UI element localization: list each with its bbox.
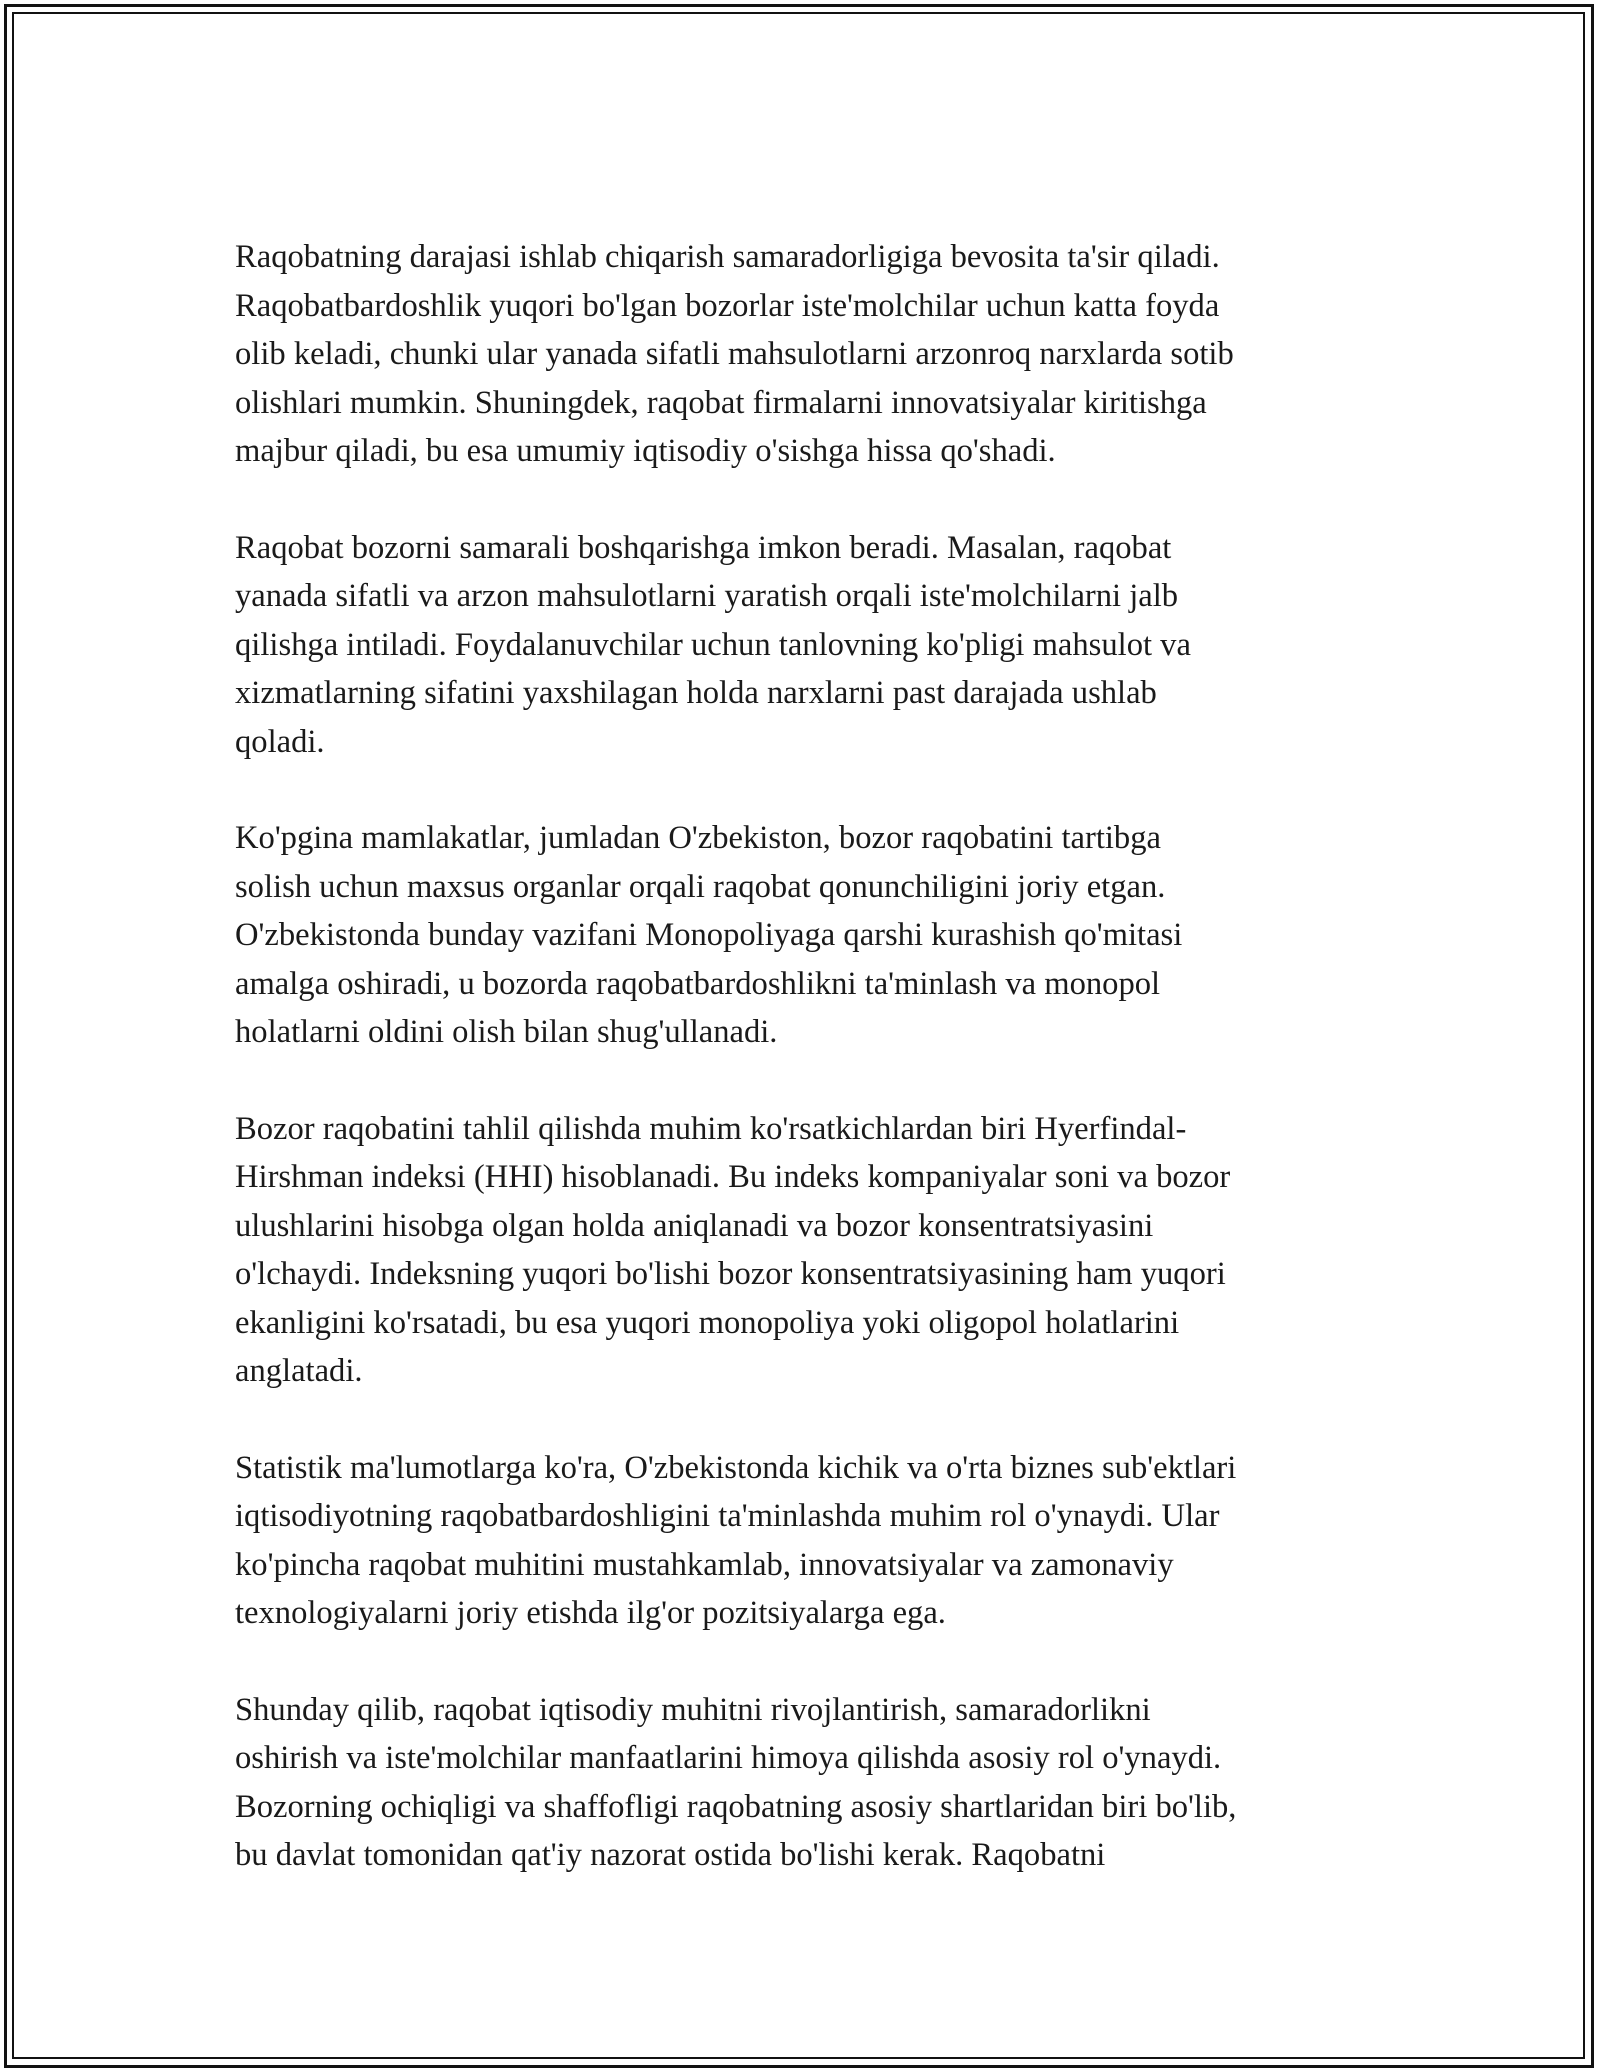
text-line: qoladi. xyxy=(235,723,325,760)
paragraph xyxy=(235,1444,1375,1638)
paragraph xyxy=(235,1686,1375,1880)
text-line: Raqobatning darajasi ishlab chiqarish samaradorligiga bevosita ta'sir qiladi. xyxy=(235,239,1220,275)
paragraph xyxy=(235,1105,1375,1396)
text-line: olib keladi, chunki ular yanada sifatli mahsulotlarni arzonroq narxlarda sotib xyxy=(235,336,1234,372)
text-line: Raqobatbardoshlik yuqori bo'lgan bozorlar iste'molchilar uchun katta foyda xyxy=(235,287,1220,324)
text-line: Bozor raqobatini tahlil qilishda muhim ko'rsatkichlardan biri Hyerfindal- xyxy=(235,1110,1187,1147)
text-line: qilishga intiladi. Foydalanuvchilar uchun tanlovning ko'pligi mahsulot va xyxy=(235,626,1191,663)
text-line: O'zbekistonda bunday vazifani Monopoliyaga qarshi kurashish qo'mitasi xyxy=(235,917,1183,953)
document-body xyxy=(235,233,1375,1928)
text-line: iqtisodiyotning raqobatbardoshligini ta'minlashda muhim rol o'ynaydi. Ular xyxy=(235,1498,1220,1534)
text-line: Bozorning ochiqligi va shaffofligi raqobatning asosiy shartlaridan biri bo'lib, xyxy=(235,1788,1237,1825)
text-line: xizmatlarning sifatini yaxshilagan holda narxlarni past darajada ushlab xyxy=(235,675,1157,711)
text-line: Hirshman indeksi (HHI) hisoblanadi. Bu indeks kompaniyalar soni va bozor xyxy=(235,1159,1231,1195)
text-line: holatlarni oldini olish bilan shug'ullanadi. xyxy=(235,1014,778,1050)
text-line: Statistik ma'lumotlarga ko'ra, O'zbekistonda kichik va o'rta biznes sub'ektlari xyxy=(235,1449,1237,1486)
text-line: Shunday qilib, raqobat iqtisodiy muhitni rivojlantirish, samaradorlikni xyxy=(235,1691,1151,1728)
text-line: oshirish va iste'molchilar manfaatlarini himoya qilishda asosiy rol o'ynaydi. xyxy=(235,1740,1222,1776)
text-line: majbur qiladi, bu esa umumiy iqtisodiy o'sishga hissa qo'shadi. xyxy=(235,433,1056,469)
text-line: anglatadi. xyxy=(235,1353,363,1389)
text-line: yanada sifatli va arzon mahsulotlarni yaratish orqali iste'molchilarni jalb xyxy=(235,578,1179,614)
text-line: solish uchun maxsus organlar orqali raqobat qonunchiligini joriy etgan. xyxy=(235,868,1166,905)
text-line: olishlari mumkin. Shuningdek, raqobat firmalarni innovatsiyalar kiritishga xyxy=(235,384,1207,421)
text-line: Ko'pgina mamlakatlar, jumladan O'zbekiston, bozor raqobatini tartibga xyxy=(235,820,1161,856)
paragraph xyxy=(235,524,1375,767)
paragraph xyxy=(235,233,1375,476)
text-line: Raqobat bozorni samarali boshqarishga imkon beradi. Masalan, raqobat xyxy=(235,529,1172,566)
text-line: texnologiyalarni joriy etishda ilg'or pozitsiyalarga ega. xyxy=(235,1595,946,1631)
text-line: ulushlarini hisobga olgan holda aniqlanadi va bozor konsentratsiyasini xyxy=(235,1207,1154,1244)
text-line: ekanligini ko'rsatadi, bu esa yuqori monopoliya yoki oligopol holatlarini xyxy=(235,1304,1180,1341)
text-line: bu davlat tomonidan qat'iy nazorat ostida bo'lishi kerak. Raqobatni xyxy=(235,1837,1106,1873)
paragraph xyxy=(235,814,1375,1057)
text-line: o'lchaydi. Indeksning yuqori bo'lishi bozor konsentratsiyasining ham yuqori xyxy=(235,1256,1226,1292)
text-line: ko'pincha raqobat muhitini mustahkamlab, innovatsiyalar va zamonaviy xyxy=(235,1546,1174,1583)
text-line: amalga oshiradi, u bozorda raqobatbardoshlikni ta'minlash va monopol xyxy=(235,965,1161,1002)
